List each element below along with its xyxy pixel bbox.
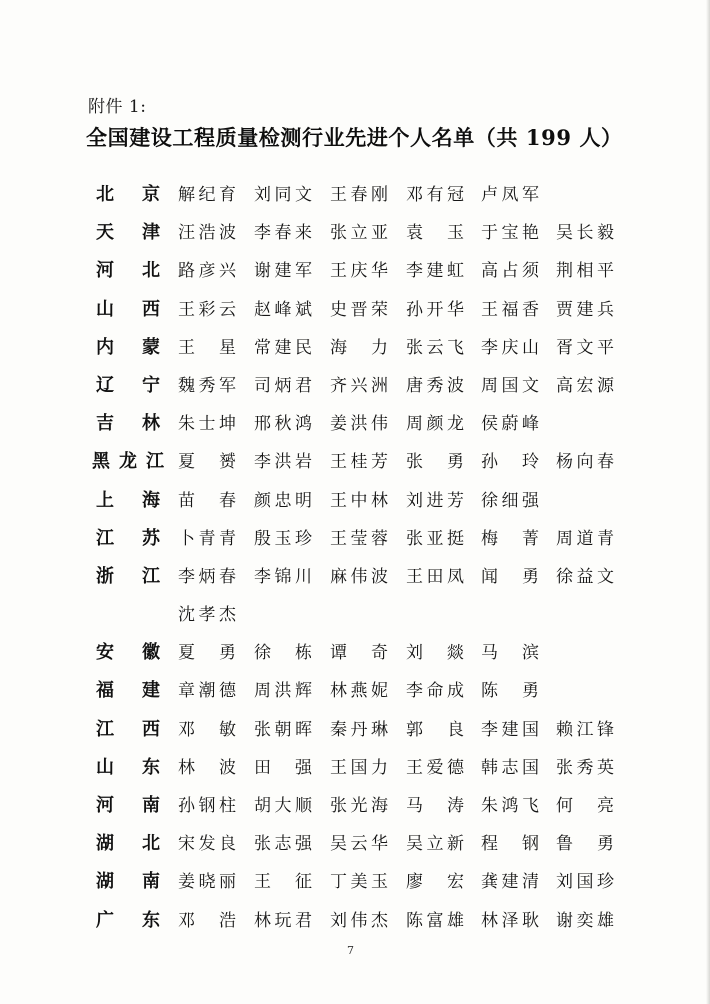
person-name: 朱 鸿 飞 — [481, 796, 539, 816]
attachment-label: 附件 1: — [88, 97, 147, 117]
person-name: 孙 钢 柱 — [178, 796, 236, 816]
honoree-list — [0, 172, 710, 936]
list-row — [0, 668, 710, 706]
person-name: 张 光 海 — [330, 796, 388, 816]
person-name: 宋 发 良 — [178, 834, 236, 855]
person-name: 解 纪 育 — [178, 185, 236, 205]
person-name: 夏 赟 — [178, 452, 236, 473]
person-name: 王 田 凤 — [406, 566, 464, 587]
person-name: 林 波 — [178, 757, 236, 778]
person-name: 林 玩 君 — [254, 910, 312, 931]
province-label: 上 海 — [96, 489, 160, 511]
person-name: 周 道 青 — [556, 528, 614, 549]
person-name: 张 云 飞 — [406, 337, 464, 358]
person-name: 龚 建 清 — [481, 872, 539, 893]
person-name: 孙 开 华 — [406, 299, 464, 320]
person-name: 韩 志 国 — [481, 757, 539, 778]
person-name: 廖 宏 — [406, 872, 464, 893]
province-label: 湖 南 — [96, 871, 160, 893]
person-name: 姜 晓 丽 — [178, 872, 236, 893]
person-name: 王 彩 云 — [178, 299, 236, 320]
person-name: 张 朝 晖 — [254, 719, 312, 740]
person-name: 王 福 香 — [481, 299, 539, 320]
person-name: 王 庆 华 — [330, 261, 388, 282]
province-label: 山 西 — [96, 298, 160, 320]
person-name: 贾 建 兵 — [556, 299, 614, 320]
province-label: 吉 林 — [96, 413, 160, 435]
person-name: 程 钢 — [481, 834, 539, 855]
province-label: 山 东 — [96, 756, 160, 778]
person-name: 李 建 虹 — [406, 261, 464, 282]
person-name: 林 泽 耿 — [481, 910, 539, 931]
list-row — [0, 630, 710, 668]
person-name: 张 秀 英 — [556, 757, 614, 778]
person-name: 徐 细 强 — [481, 490, 539, 511]
person-name: 田 强 — [254, 757, 312, 778]
person-name: 于 宝 艳 — [481, 223, 539, 244]
list-row — [0, 248, 710, 286]
province-label: 湖 北 — [96, 833, 160, 855]
person-name: 闻 勇 — [481, 566, 539, 587]
list-row — [0, 478, 710, 516]
person-name: 李 春 来 — [254, 223, 312, 244]
person-name: 史 晋 荣 — [330, 299, 388, 320]
person-name: 谢 建 军 — [254, 261, 312, 282]
person-name: 李 命 成 — [406, 681, 464, 702]
person-name: 姜 洪 伟 — [330, 414, 388, 435]
person-name: 海 力 — [330, 337, 388, 358]
list-row — [0, 898, 710, 936]
person-name: 刘 国 珍 — [556, 872, 614, 893]
person-name: 李 庆 山 — [481, 337, 539, 358]
person-name: 王 莹 蓉 — [330, 528, 388, 549]
person-name: 张 立 亚 — [330, 223, 388, 244]
person-name: 邓 浩 — [178, 910, 236, 931]
province-label: 浙 江 — [96, 565, 160, 587]
person-name: 夏 勇 — [178, 643, 236, 664]
list-row — [0, 783, 710, 821]
person-name: 张 亚 挺 — [406, 528, 464, 549]
person-name: 邓 敏 — [178, 719, 236, 740]
person-name: 陈 勇 — [481, 681, 539, 702]
person-name: 赵 峰 斌 — [254, 299, 312, 320]
person-name: 王 征 — [254, 872, 312, 893]
person-name: 刘 同 文 — [254, 185, 312, 205]
person-name: 谭 奇 — [330, 643, 388, 664]
province-label: 内 蒙 — [96, 336, 160, 358]
list-row — [0, 821, 710, 859]
person-name: 齐 兴 洲 — [330, 375, 388, 396]
person-name: 徐 栋 — [254, 643, 312, 664]
person-name: 李 锦 川 — [254, 566, 312, 587]
list-row — [0, 325, 710, 363]
province-label: 江 苏 — [96, 527, 160, 549]
person-name: 荆 相 平 — [556, 261, 614, 282]
person-name: 李 建 国 — [481, 719, 539, 740]
person-name: 邓 有 冠 — [406, 185, 464, 205]
person-name: 邢 秋 鸿 — [254, 414, 312, 435]
person-name: 徐 益 文 — [556, 566, 614, 587]
list-row — [0, 363, 710, 401]
province-label: 天 津 — [96, 222, 160, 244]
list-row — [0, 401, 710, 439]
person-name: 刘 燚 — [406, 643, 464, 664]
person-name: 王 中 林 — [330, 490, 388, 511]
person-name: 卜 青 青 — [178, 528, 236, 549]
person-name: 卢 凤 军 — [481, 185, 539, 205]
person-name: 何 亮 — [556, 796, 614, 816]
province-label: 江 西 — [96, 718, 160, 740]
person-name: 孙 玲 — [481, 452, 539, 473]
person-name: 张 志 强 — [254, 834, 312, 855]
person-name: 袁 玉 — [406, 223, 464, 244]
list-row — [0, 554, 710, 592]
person-name: 王 桂 芳 — [330, 452, 388, 473]
person-name: 沈 孝 杰 — [178, 605, 236, 626]
province-label: 安 徽 — [96, 642, 160, 664]
list-row — [0, 210, 710, 248]
person-name: 吴 立 新 — [406, 834, 464, 855]
person-name: 王 国 力 — [330, 757, 388, 778]
person-name: 秦 丹 琳 — [330, 719, 388, 740]
province-label: 福 建 — [96, 680, 160, 702]
page-number: 7 — [347, 944, 354, 957]
person-name: 王 春 刚 — [330, 185, 388, 205]
person-name: 殷 玉 珍 — [254, 528, 312, 549]
person-name: 郭 良 — [406, 719, 464, 740]
person-name: 马 滨 — [481, 643, 539, 664]
person-name: 张 勇 — [406, 452, 464, 473]
list-row — [0, 516, 710, 554]
person-name: 高 宏 源 — [556, 375, 614, 396]
page-title: 全国建设工程质量检测行业先进个人名单（共 199 人） — [86, 125, 623, 150]
list-row — [0, 592, 710, 630]
person-name: 麻 伟 波 — [330, 566, 388, 587]
person-name: 谢 奕 雄 — [556, 910, 614, 931]
person-name: 魏 秀 军 — [178, 375, 236, 396]
person-name: 鲁 勇 — [556, 834, 614, 855]
person-name: 侯 蔚 峰 — [481, 414, 539, 435]
province-label: 黑 龙 江 — [92, 451, 164, 473]
list-row — [0, 287, 710, 325]
person-name: 赖 江 锋 — [556, 719, 614, 740]
person-name: 颜 忠 明 — [254, 490, 312, 511]
list-row — [0, 172, 710, 210]
province-label: 北 京 — [96, 184, 160, 205]
person-name: 司 炳 君 — [254, 375, 312, 396]
person-name: 周 洪 辉 — [254, 681, 312, 702]
person-name: 唐 秀 波 — [406, 375, 464, 396]
province-label: 广 东 — [96, 909, 160, 931]
list-row — [0, 745, 710, 783]
list-row — [0, 439, 710, 477]
list-row — [0, 859, 710, 897]
person-name: 周 国 文 — [481, 375, 539, 396]
person-name: 陈 富 雄 — [406, 910, 464, 931]
person-name: 朱 士 坤 — [178, 414, 236, 435]
person-name: 胥 文 平 — [556, 337, 614, 358]
person-name: 吴 云 华 — [330, 834, 388, 855]
person-name: 胡 大 顺 — [254, 796, 312, 816]
person-name: 王 星 — [178, 337, 236, 358]
person-name: 章 潮 德 — [178, 681, 236, 702]
person-name: 丁 美 玉 — [330, 872, 388, 893]
person-name: 林 燕 妮 — [330, 681, 388, 702]
province-label: 河 北 — [96, 260, 160, 282]
person-name: 苗 春 — [178, 490, 236, 511]
person-name: 刘 进 芳 — [406, 490, 464, 511]
person-name: 吴 长 毅 — [556, 223, 614, 244]
province-label: 辽 宁 — [96, 374, 160, 396]
province-label: 河 南 — [96, 795, 160, 816]
person-name: 李 洪 岩 — [254, 452, 312, 473]
person-name: 周 颜 龙 — [406, 414, 464, 435]
person-name: 高 占 须 — [481, 261, 539, 282]
person-name: 常 建 民 — [254, 337, 312, 358]
person-name: 梅 菁 — [481, 528, 539, 549]
person-name: 马 涛 — [406, 796, 464, 816]
person-name: 李 炳 春 — [178, 566, 236, 587]
person-name: 王 爱 德 — [406, 757, 464, 778]
person-name: 路 彦 兴 — [178, 261, 236, 282]
person-name: 刘 伟 杰 — [330, 910, 388, 931]
person-name: 汪 浩 波 — [178, 223, 236, 244]
list-row — [0, 707, 710, 745]
person-name: 杨 向 春 — [556, 452, 614, 473]
